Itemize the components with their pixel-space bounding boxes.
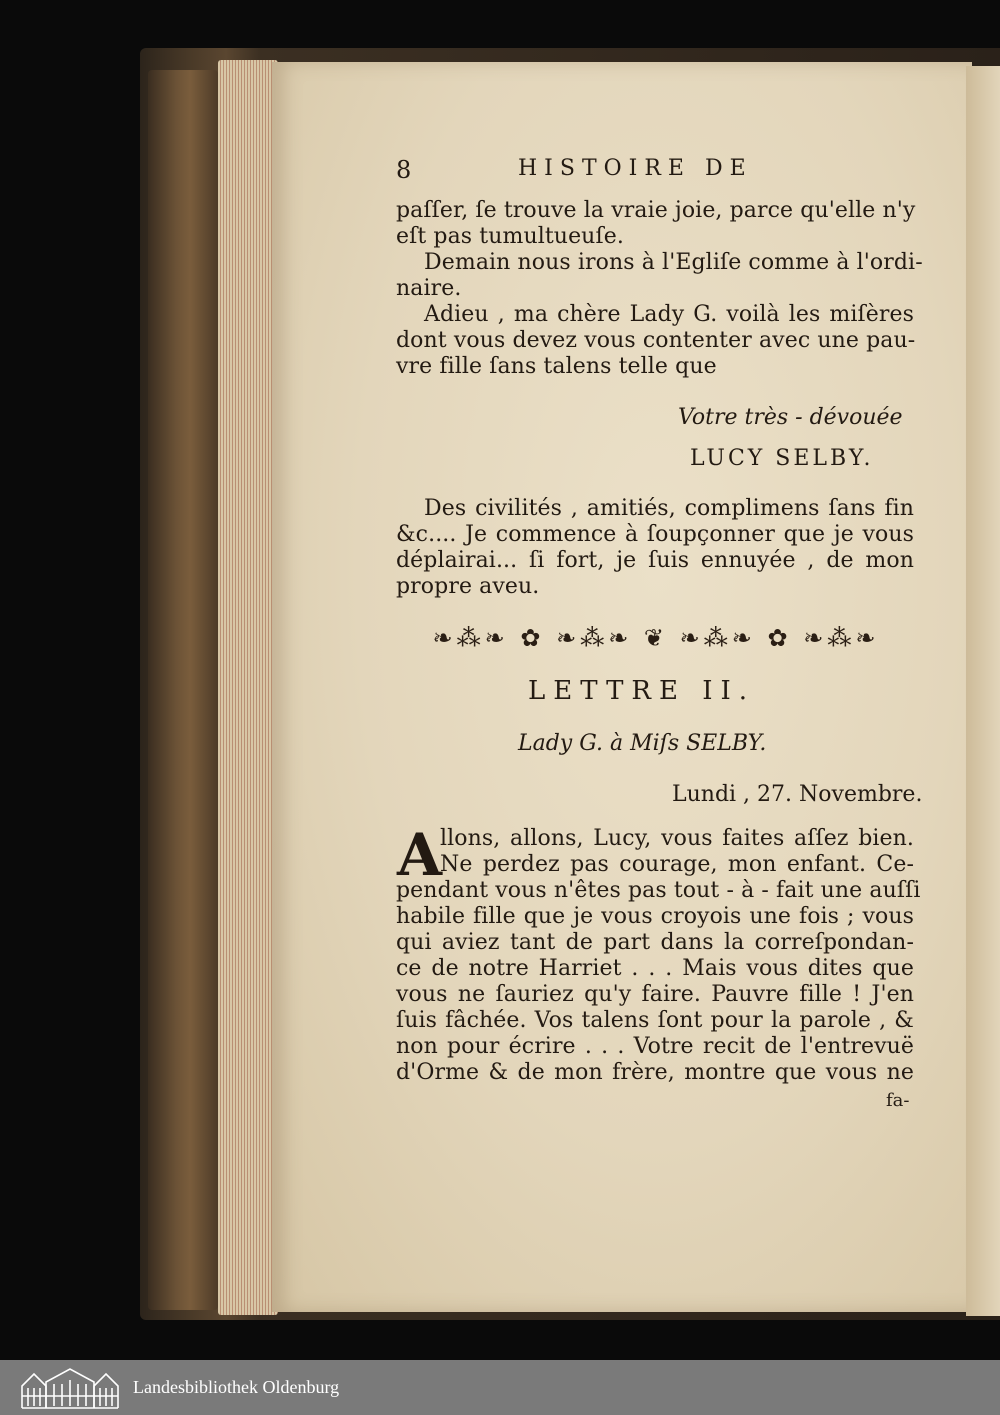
letter-heading: LETTRE II. [528,676,756,706]
text-line: ce de notre Harriet . . . Mais vous dites que [396,956,914,981]
text-line: qui aviez tant de part dans la correſpondan- [396,930,914,955]
text-line: vre fille ſans talens telle que [396,354,717,379]
text-line: vous ne ſauriez qu'y faire. Pauvre fille ! J'en [396,982,914,1007]
text-line: eſt pas tumultueuſe. [396,224,624,249]
text-line: habile fille que je vous croyois une fois ; vous [396,904,914,929]
closing-line: Votre très - dévouée [678,405,903,430]
text-line: non pour écrire . . . Votre recit de l'entrevuë [396,1034,914,1059]
letter-date: Lundi , 27. Novembre. [672,782,923,807]
text-line: Ne perdez pas courage, mon enfant. Ce- [440,852,914,877]
printer-ornament: ❧⁂❧ ✿ ❧⁂❧ ❦ ❧⁂❧ ✿ ❧⁂❧ [432,624,880,652]
text-line: Demain nous irons à l'Egliſe comme à l'ordi- [424,250,923,275]
text-line: d'Orme & de mon frère, montre que vous ne [396,1060,914,1085]
library-building-icon [20,1366,120,1410]
library-name[interactable]: Landesbibliothek Oldenburg [133,1377,340,1397]
running-head: HISTOIRE DE [518,156,753,181]
page-number: 8 [396,156,412,184]
text-line: dont vous devez vous contenter avec une pau- [396,328,916,353]
text-line: paſſer, ſe trouve la vraie joie, parce qu'elle n'y [396,198,916,223]
text-line: Adieu , ma chère Lady G. voilà les miſères [424,302,914,327]
catchword: fa- [886,1090,910,1111]
text-line: déplairai... ſi fort, je ſuis ennuyée , de mon [396,548,914,573]
text-line: ſuis fâchée. Vos talens ſont pour la parole , & [396,1008,914,1033]
letter-subheading: Lady G. à Miſs SELBY. [518,731,767,756]
text-line: Des civilités , amitiés, complimens ſans fin [424,496,914,521]
signature: LUCY SELBY. [690,446,874,471]
text-line: &c.... Je commence à ſoupçonner que je vous [396,522,914,547]
text-line: pendant vous n'êtes pas tout - à - fait une auſſi [396,878,921,903]
drop-cap: A [397,821,443,889]
text-line: llons, allons, Lucy, vous faites aſſez bien. [440,826,914,851]
footer-bar [0,1360,1000,1415]
text-line: propre aveu. [396,574,540,599]
text-line: naire. [396,276,462,301]
